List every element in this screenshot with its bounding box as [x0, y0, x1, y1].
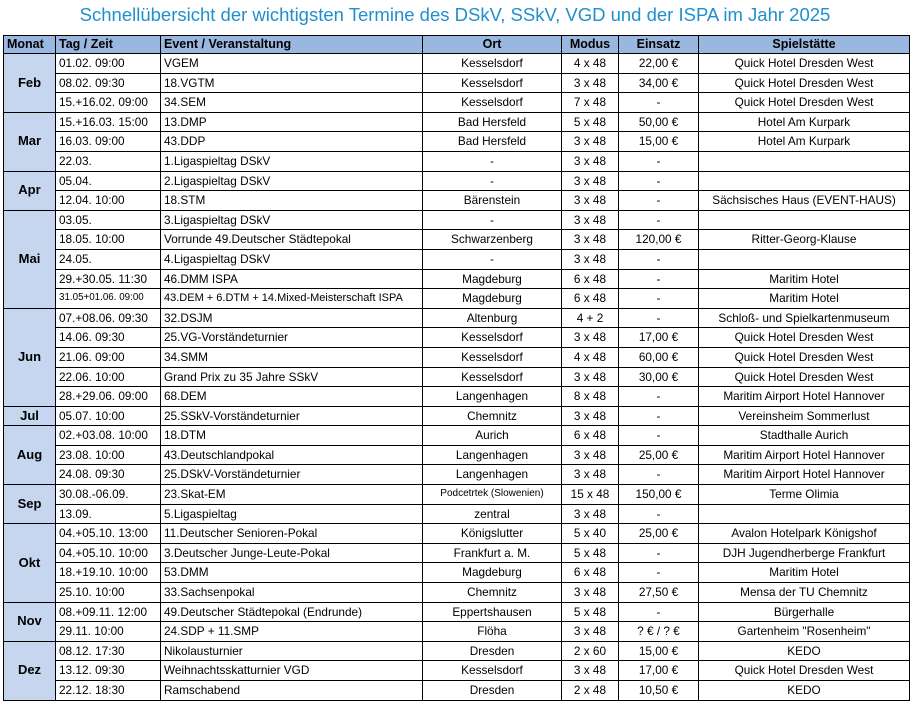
venue-cell: Quick Hotel Dresden West	[699, 347, 910, 367]
mode-cell: 7 x 48	[562, 93, 619, 113]
date-cell: 12.04. 10:00	[56, 191, 161, 211]
date-cell: 30.08.-06.09.	[56, 485, 161, 505]
place-cell: Magdeburg	[423, 289, 562, 309]
fee-cell: 15,00 €	[619, 132, 699, 152]
table-row	[4, 308, 910, 328]
mode-cell: 6 x 48	[562, 426, 619, 446]
place-cell: Dresden	[423, 641, 562, 661]
table-row	[4, 249, 910, 269]
event-cell: 25.SSkV-Vorständeturnier	[161, 406, 423, 426]
month-cell: Jun	[4, 308, 56, 406]
mode-cell: 3 x 48	[562, 406, 619, 426]
table-row	[4, 387, 910, 407]
date-cell: 07.+08.06. 09:30	[56, 308, 161, 328]
fee-cell: -	[619, 387, 699, 407]
event-cell: Grand Prix zu 35 Jahre SSkV	[161, 367, 423, 387]
place-cell: Eppertshausen	[423, 602, 562, 622]
mode-cell: 3 x 48	[562, 171, 619, 191]
event-cell: 49.Deutscher Städtepokal (Endrunde)	[161, 602, 423, 622]
fee-cell: 34,00 €	[619, 73, 699, 93]
fee-cell: 60,00 €	[619, 347, 699, 367]
mode-cell: 3 x 48	[562, 661, 619, 681]
event-cell: 43.DDP	[161, 132, 423, 152]
month-cell: Jul	[4, 406, 56, 426]
fee-cell: -	[619, 210, 699, 230]
venue-cell: Maritim Hotel	[699, 563, 910, 583]
fee-cell: -	[619, 602, 699, 622]
date-cell: 24.08. 09:30	[56, 465, 161, 485]
table-row	[4, 485, 910, 505]
table-row	[4, 93, 910, 113]
date-cell: 14.06. 09:30	[56, 328, 161, 348]
venue-cell: Bürgerhalle	[699, 602, 910, 622]
date-cell: 13.09.	[56, 504, 161, 524]
event-cell: 2.Ligaspieltag DSkV	[161, 171, 423, 191]
fee-cell: 30,00 €	[619, 367, 699, 387]
mode-cell: 3 x 48	[562, 73, 619, 93]
place-cell: -	[423, 249, 562, 269]
date-cell: 15.+16.03. 15:00	[56, 112, 161, 132]
table-row	[4, 54, 910, 74]
place-cell: Bärenstein	[423, 191, 562, 211]
fee-cell: 17,00 €	[619, 328, 699, 348]
table-row	[4, 543, 910, 563]
date-cell: 08.12. 17:30	[56, 641, 161, 661]
place-cell: Altenburg	[423, 308, 562, 328]
venue-cell: Gartenheim "Rosenheim"	[699, 622, 910, 642]
mode-cell: 3 x 48	[562, 210, 619, 230]
event-cell: 18.VGTM	[161, 73, 423, 93]
mode-cell: 3 x 48	[562, 504, 619, 524]
date-cell: 04.+05.10. 10:00	[56, 543, 161, 563]
mode-cell: 3 x 48	[562, 465, 619, 485]
place-cell: Bad Hersfeld	[423, 112, 562, 132]
event-cell: 1.Ligaspieltag DSkV	[161, 151, 423, 171]
month-cell: Mar	[4, 112, 56, 171]
date-cell: 05.04.	[56, 171, 161, 191]
table-row	[4, 563, 910, 583]
date-cell: 04.+05.10. 13:00	[56, 524, 161, 544]
fee-cell: -	[619, 249, 699, 269]
page-title: Schnellübersicht der wichtigsten Termine des DSkV, SSkV, VGD und der ISPA im Jahr 2025	[79, 4, 831, 25]
mode-cell: 6 x 48	[562, 289, 619, 309]
fee-cell: ? € / ? €	[619, 622, 699, 642]
month-cell: Mai	[4, 210, 56, 308]
venue-cell: Quick Hotel Dresden West	[699, 93, 910, 113]
event-cell: 11.Deutscher Senioren-Pokal	[161, 524, 423, 544]
mode-cell: 8 x 48	[562, 387, 619, 407]
date-cell: 18.+19.10. 10:00	[56, 563, 161, 583]
venue-cell	[699, 210, 910, 230]
venue-cell: KEDO	[699, 641, 910, 661]
fee-cell: -	[619, 269, 699, 289]
place-cell: Langenhagen	[423, 465, 562, 485]
date-cell: 01.02. 09:00	[56, 54, 161, 74]
event-cell: 4.Ligaspieltag DSkV	[161, 249, 423, 269]
date-cell: 16.03. 09:00	[56, 132, 161, 152]
place-cell: Kesselsdorf	[423, 93, 562, 113]
table-row	[4, 191, 910, 211]
date-cell: 02.+03.08. 10:00	[56, 426, 161, 446]
event-cell: 18.STM	[161, 191, 423, 211]
place-cell: Magdeburg	[423, 563, 562, 583]
month-cell: Nov	[4, 602, 56, 641]
venue-cell: Mensa der TU Chemnitz	[699, 583, 910, 603]
place-cell: Kesselsdorf	[423, 54, 562, 74]
event-cell: 25.DSkV-Vorständeturnier	[161, 465, 423, 485]
event-cell: 53.DMM	[161, 563, 423, 583]
place-cell: Frankfurt a. M.	[423, 543, 562, 563]
fee-cell: -	[619, 191, 699, 211]
event-cell: 34.SMM	[161, 347, 423, 367]
table-row	[4, 132, 910, 152]
event-cell: 68.DEM	[161, 387, 423, 407]
event-cell: 23.Skat-EM	[161, 485, 423, 505]
event-cell: Nikolausturnier	[161, 641, 423, 661]
venue-cell: Maritim Airport Hotel Hannover	[699, 387, 910, 407]
header-row	[4, 36, 910, 54]
place-cell: Chemnitz	[423, 583, 562, 603]
event-cell: 32.DSJM	[161, 308, 423, 328]
venue-cell	[699, 249, 910, 269]
venue-cell: Schloß- und Spielkartenmuseum	[699, 308, 910, 328]
month-cell: Sep	[4, 485, 56, 524]
event-cell: 3.Deutscher Junge-Leute-Pokal	[161, 543, 423, 563]
date-cell: 13.12. 09:30	[56, 661, 161, 681]
mode-cell: 3 x 48	[562, 583, 619, 603]
fee-cell: 25,00 €	[619, 524, 699, 544]
fee-cell: -	[619, 504, 699, 524]
table-row	[4, 583, 910, 603]
table-row	[4, 289, 910, 309]
event-cell: VGEM	[161, 54, 423, 74]
mode-cell: 4 x 48	[562, 54, 619, 74]
place-cell: Königslutter	[423, 524, 562, 544]
place-cell: Kesselsdorf	[423, 73, 562, 93]
place-cell: Bad Hersfeld	[423, 132, 562, 152]
fee-cell: -	[619, 543, 699, 563]
venue-cell	[699, 504, 910, 524]
date-cell: 22.06. 10:00	[56, 367, 161, 387]
event-cell: 43.Deutschlandpokal	[161, 445, 423, 465]
event-cell: Vorrunde 49.Deutscher Städtepokal	[161, 230, 423, 250]
fee-cell: -	[619, 563, 699, 583]
event-cell: 25.VG-Vorständeturnier	[161, 328, 423, 348]
fee-cell: -	[619, 426, 699, 446]
mode-cell: 3 x 48	[562, 367, 619, 387]
place-cell: Podcetrtek (Slowenien)	[423, 485, 562, 505]
date-cell: 08.02. 09:30	[56, 73, 161, 93]
venue-cell: Hotel Am Kurpark	[699, 132, 910, 152]
place-cell: Magdeburg	[423, 269, 562, 289]
column-header-month: Monat	[4, 36, 56, 54]
event-cell: 5.Ligaspieltag	[161, 504, 423, 524]
table-row	[4, 230, 910, 250]
table-row	[4, 602, 910, 622]
date-cell: 21.06. 09:00	[56, 347, 161, 367]
table-row	[4, 524, 910, 544]
date-cell: 15.+16.02. 09:00	[56, 93, 161, 113]
table-row	[4, 347, 910, 367]
date-cell: 28.+29.06. 09:00	[56, 387, 161, 407]
fee-cell: 50,00 €	[619, 112, 699, 132]
mode-cell: 3 x 48	[562, 132, 619, 152]
column-header-venue: Spielstätte	[699, 36, 910, 54]
month-cell: Okt	[4, 524, 56, 602]
place-cell: zentral	[423, 504, 562, 524]
table-row	[4, 681, 910, 701]
venue-cell: Quick Hotel Dresden West	[699, 54, 910, 74]
table-row	[4, 426, 910, 446]
venue-cell: Ritter-Georg-Klause	[699, 230, 910, 250]
event-cell: 13.DMP	[161, 112, 423, 132]
venue-cell: Maritim Hotel	[699, 269, 910, 289]
mode-cell: 2 x 48	[562, 681, 619, 701]
venue-cell: Quick Hotel Dresden West	[699, 328, 910, 348]
table-row	[4, 269, 910, 289]
schedule-table	[3, 35, 910, 701]
place-cell: -	[423, 210, 562, 230]
fee-cell: -	[619, 289, 699, 309]
venue-cell: KEDO	[699, 681, 910, 701]
fee-cell: -	[619, 151, 699, 171]
table-row	[4, 622, 910, 642]
table-row	[4, 151, 910, 171]
place-cell: Langenhagen	[423, 445, 562, 465]
table-row	[4, 73, 910, 93]
place-cell: -	[423, 171, 562, 191]
table-row	[4, 328, 910, 348]
event-cell: 43.DEM + 6.DTM + 14.Mixed-Meisterschaft ISPA	[161, 289, 423, 309]
date-cell: 08.+09.11. 12:00	[56, 602, 161, 622]
fee-cell: 17,00 €	[619, 661, 699, 681]
venue-cell: Terme Olimia	[699, 485, 910, 505]
event-cell: Weihnachtsskatturnier VGD	[161, 661, 423, 681]
column-header-fee: Einsatz	[619, 36, 699, 54]
month-cell: Feb	[4, 54, 56, 113]
schedule-body	[4, 54, 910, 701]
venue-cell: Stadthalle Aurich	[699, 426, 910, 446]
mode-cell: 5 x 48	[562, 112, 619, 132]
venue-cell	[699, 171, 910, 191]
table-row	[4, 504, 910, 524]
place-cell: Flöha	[423, 622, 562, 642]
fee-cell: -	[619, 93, 699, 113]
date-cell: 25.10. 10:00	[56, 583, 161, 603]
event-cell: 3.Ligaspieltag DSkV	[161, 210, 423, 230]
place-cell: Kesselsdorf	[423, 367, 562, 387]
table-row	[4, 445, 910, 465]
date-cell: 31.05+01.06. 09:00	[56, 289, 161, 309]
table-row	[4, 406, 910, 426]
table-row	[4, 661, 910, 681]
place-cell: Langenhagen	[423, 387, 562, 407]
mode-cell: 5 x 48	[562, 602, 619, 622]
table-row	[4, 641, 910, 661]
date-cell: 29.11. 10:00	[56, 622, 161, 642]
fee-cell: 15,00 €	[619, 641, 699, 661]
venue-cell: Quick Hotel Dresden West	[699, 367, 910, 387]
mode-cell: 3 x 48	[562, 249, 619, 269]
mode-cell: 2 x 60	[562, 641, 619, 661]
venue-cell: Maritim Airport Hotel Hannover	[699, 445, 910, 465]
place-cell: -	[423, 151, 562, 171]
place-cell: Kesselsdorf	[423, 328, 562, 348]
date-cell: 23.08. 10:00	[56, 445, 161, 465]
mode-cell: 15 x 48	[562, 485, 619, 505]
date-cell: 29.+30.05. 11:30	[56, 269, 161, 289]
mode-cell: 6 x 48	[562, 563, 619, 583]
venue-cell: Maritim Hotel	[699, 289, 910, 309]
column-header-event: Event / Veranstaltung	[161, 36, 423, 54]
venue-cell: Vereinsheim Sommerlust	[699, 406, 910, 426]
fee-cell: 150,00 €	[619, 485, 699, 505]
mode-cell: 5 x 48	[562, 543, 619, 563]
month-cell: Dez	[4, 641, 56, 700]
venue-cell: Sächsisches Haus (EVENT-HAUS)	[699, 191, 910, 211]
date-cell: 22.03.	[56, 151, 161, 171]
table-row	[4, 112, 910, 132]
place-cell: Kesselsdorf	[423, 661, 562, 681]
venue-cell: Hotel Am Kurpark	[699, 112, 910, 132]
month-cell: Aug	[4, 426, 56, 485]
fee-cell: -	[619, 406, 699, 426]
date-cell: 24.05.	[56, 249, 161, 269]
fee-cell: -	[619, 465, 699, 485]
date-cell: 18.05. 10:00	[56, 230, 161, 250]
place-cell: Dresden	[423, 681, 562, 701]
date-cell: 05.07. 10:00	[56, 406, 161, 426]
mode-cell: 4 x 48	[562, 347, 619, 367]
place-cell: Schwarzenberg	[423, 230, 562, 250]
event-cell: 46.DMM ISPA	[161, 269, 423, 289]
mode-cell: 3 x 48	[562, 328, 619, 348]
mode-cell: 4 + 2	[562, 308, 619, 328]
table-row	[4, 210, 910, 230]
fee-cell: 27,50 €	[619, 583, 699, 603]
date-cell: 03.05.	[56, 210, 161, 230]
column-header-mode: Modus	[562, 36, 619, 54]
table-row	[4, 171, 910, 191]
fee-cell: 10,50 €	[619, 681, 699, 701]
month-cell: Apr	[4, 171, 56, 210]
fee-cell: 25,00 €	[619, 445, 699, 465]
venue-cell: DJH Jugendherberge Frankfurt	[699, 543, 910, 563]
venue-cell: Quick Hotel Dresden West	[699, 73, 910, 93]
event-cell: 34.SEM	[161, 93, 423, 113]
fee-cell: 120,00 €	[619, 230, 699, 250]
mode-cell: 6 x 48	[562, 269, 619, 289]
place-cell: Chemnitz	[423, 406, 562, 426]
fee-cell: -	[619, 308, 699, 328]
fee-cell: 22,00 €	[619, 54, 699, 74]
place-cell: Kesselsdorf	[423, 347, 562, 367]
column-header-place: Ort	[423, 36, 562, 54]
event-cell: 33.Sachsenpokal	[161, 583, 423, 603]
table-row	[4, 465, 910, 485]
venue-cell: Maritim Airport Hotel Hannover	[699, 465, 910, 485]
event-cell: 24.SDP + 11.SMP	[161, 622, 423, 642]
mode-cell: 3 x 48	[562, 151, 619, 171]
event-cell: Ramschabend	[161, 681, 423, 701]
mode-cell: 5 x 40	[562, 524, 619, 544]
date-cell: 22.12. 18:30	[56, 681, 161, 701]
event-cell: 18.DTM	[161, 426, 423, 446]
fee-cell: -	[619, 171, 699, 191]
column-header-date: Tag / Zeit	[56, 36, 161, 54]
mode-cell: 3 x 48	[562, 445, 619, 465]
place-cell: Aurich	[423, 426, 562, 446]
mode-cell: 3 x 48	[562, 191, 619, 211]
mode-cell: 3 x 48	[562, 622, 619, 642]
table-row	[4, 367, 910, 387]
venue-cell: Quick Hotel Dresden West	[699, 661, 910, 681]
venue-cell	[699, 151, 910, 171]
mode-cell: 3 x 48	[562, 230, 619, 250]
venue-cell: Avalon Hotelpark Königshof	[699, 524, 910, 544]
